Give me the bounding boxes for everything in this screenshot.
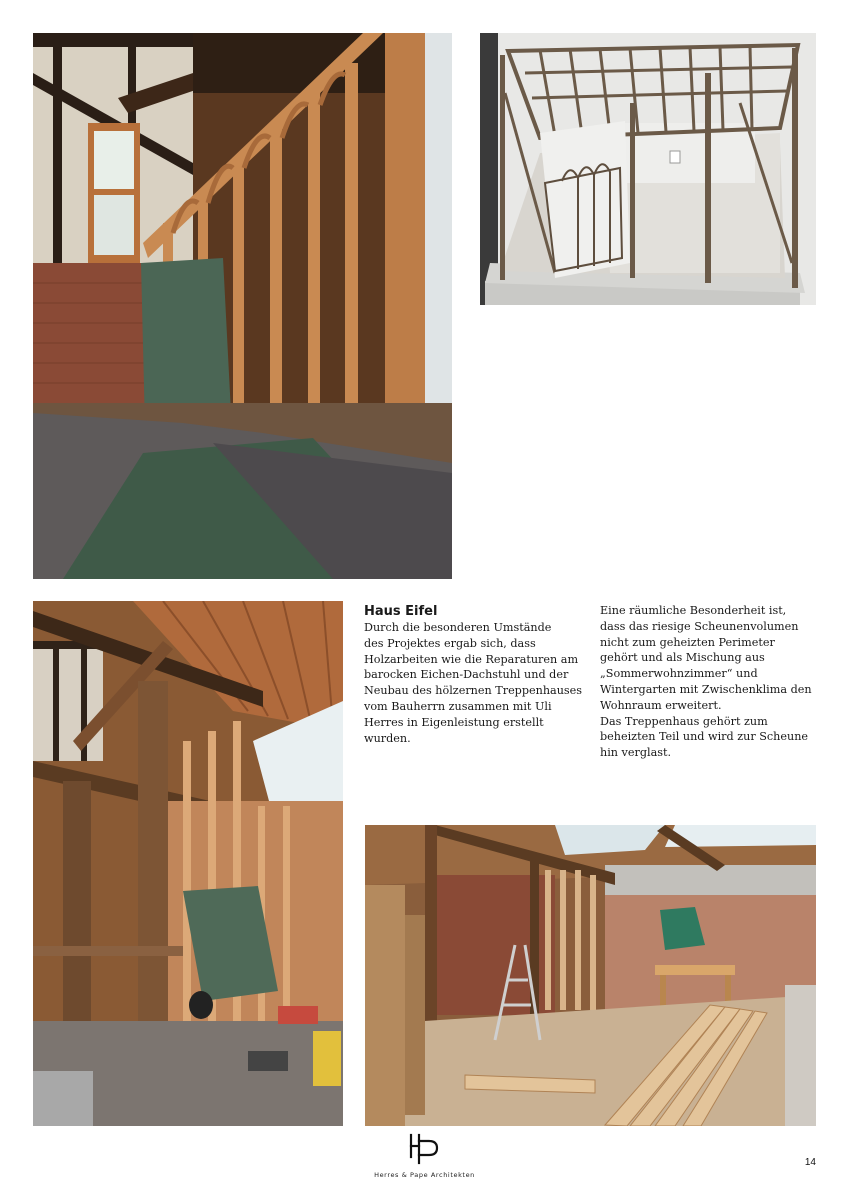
- page-number: 14: [804, 1157, 816, 1168]
- photo-barn-workshop: [365, 825, 816, 1126]
- photo-architectural-model: [480, 33, 816, 305]
- firm-logo: [405, 1133, 445, 1165]
- article-left-paragraph: Durch die besonderen Umstände des Projektes ergab sich, dass Holzarbeiten wie die Reparaturen am barocken Eichen-Dachstuhl und der Neubau des hölzernen Treppenhauses vom Bauherrn zusammen mit Uli Herres in Eigenleistung erstellt wurden.: [364, 621, 583, 745]
- article-left-column: [364, 603, 584, 746]
- article-heading: Haus Eifel: [364, 604, 438, 619]
- firm-name: Herres & Pape Architekten: [374, 1171, 475, 1179]
- article-right-column: [600, 603, 816, 761]
- article-right-paragraph: Eine räumliche Besonderheit ist, dass das riesige Scheunenvolumen nicht zum geheizten Perimeter gehört und als Mischung aus „Sommerwohnzimmer“ und Wintergarten mit Zwischenklima den Wohnraum erweitert. Das Treppenhaus gehört zum beheizten Teil und wird zur Scheune hin verglast.: [600, 604, 812, 760]
- photo-stair-frame: [33, 33, 452, 579]
- photo-attic-truss: [33, 601, 343, 1126]
